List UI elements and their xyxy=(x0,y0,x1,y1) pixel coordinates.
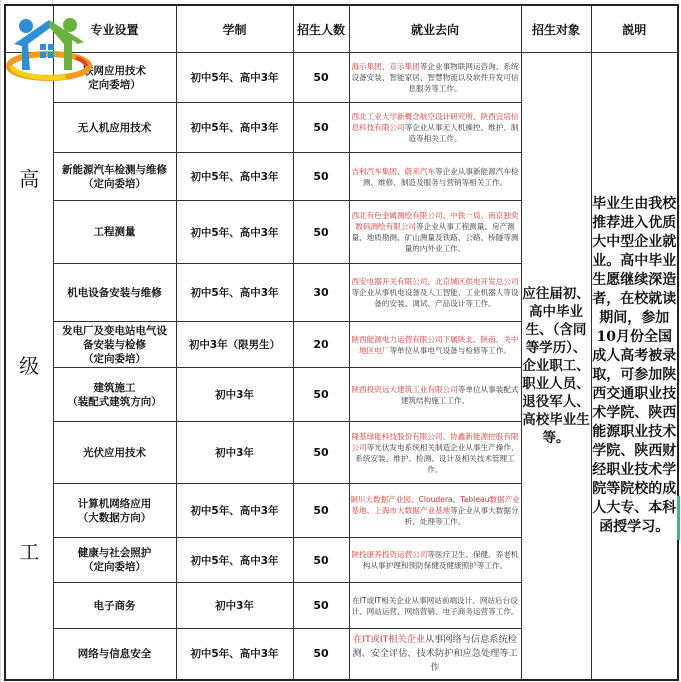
employment-cell xyxy=(349,484,521,538)
gridline xyxy=(0,0,1,682)
major-cell xyxy=(53,538,176,583)
employer-highlight: 陕西能源电力运营有限公司下属陕北、陕南、关中地区电厂 xyxy=(351,334,519,355)
enrollment-count-cell: 50 xyxy=(293,368,349,422)
employment-cell xyxy=(349,53,521,103)
enrollment-count-cell: 50 xyxy=(293,422,349,484)
major-line: （定向委培） xyxy=(83,177,146,190)
employment-description: 等企业从事机电设备及人工智能、工业机器人等设备的安装、调试、产品设计等工作。 xyxy=(351,288,519,308)
duration-cell: 初中3年 xyxy=(176,422,293,484)
duration-cell: 初中5年、高中3年 xyxy=(176,629,293,680)
duration-cell: 初中5年、高中3年 xyxy=(176,538,293,583)
employer-highlight: 海示集团、京示集团 xyxy=(351,62,420,71)
employment-cell xyxy=(349,583,521,629)
table-row xyxy=(5,53,678,103)
employment-description: 等企业从事大数据分析、处理等工作。 xyxy=(404,506,519,526)
employment-cell xyxy=(349,322,521,368)
enrollment-count-cell: 50 xyxy=(293,153,349,201)
major-cell xyxy=(53,629,176,680)
header-major: 专业设置 xyxy=(53,5,176,53)
major-line: （定向委培） xyxy=(83,561,146,573)
employment-cell xyxy=(349,153,521,201)
major-cell xyxy=(53,103,176,153)
employment-description: 等企业从事工程测量、房产测量、地质勘测、矿山测量及铁路、公路、桥隧等测量的内外业工作。 xyxy=(351,222,519,253)
major-line: 定向委培） xyxy=(88,78,141,91)
header-row xyxy=(5,5,678,53)
duration-cell: 初中3年（限男生） xyxy=(176,322,293,368)
enrollment-count-cell: 30 xyxy=(293,264,349,322)
enrollment-count-cell: 20 xyxy=(293,322,349,368)
employment-description: 从事网络与信息系统检测、安全评估、技术防护和应急处理等工作 xyxy=(352,633,518,673)
enrollment-count-cell: 50 xyxy=(293,201,349,264)
major-cell xyxy=(53,153,176,201)
major-line: 新能源汽车检测与维修 xyxy=(62,163,167,176)
major-line: 备安装与检修 xyxy=(83,338,146,351)
duration-cell: 初中5年、高中3年 xyxy=(176,53,293,103)
major-line: 计算机网络应用 xyxy=(77,497,152,510)
enrollment-table xyxy=(4,4,679,681)
major-line: 电子商务 xyxy=(93,599,136,612)
duration-cell: 初中5年、高中3年 xyxy=(176,264,293,322)
major-cell xyxy=(53,368,176,422)
employment-cell xyxy=(349,629,521,680)
major-cell xyxy=(53,422,176,484)
employer-highlight: 西北有色金属测绘有限公司、中铁一局、南京独奕数码测绘有限公司 xyxy=(351,211,519,231)
employment-description: 在IT或IT相关企业从事网站前端设计、网站后台设计、网站运营、网络营销、电子商务运营等工作。 xyxy=(351,595,519,616)
duration-cell: 初中5年、高中3年 xyxy=(176,153,293,201)
employment-description: 等医疗卫生、保健、养老机构从事护理和预防保健及健康照护等工作。 xyxy=(362,550,519,570)
major-line: 工程测量 xyxy=(93,226,136,238)
sheet-scroll-marker[interactable] xyxy=(677,496,680,540)
employment-description: 等企业事物联网运咨询、系统设备安装、智能家居、智慧物流以及软件开发可信息服务等工作。 xyxy=(351,62,519,93)
level-cell xyxy=(5,53,53,680)
target-cell: 应往届初、高中毕业生、（含同等学历）、企业职工、职业人员、退役军人、高校毕业生等。 xyxy=(521,53,591,680)
employment-cell xyxy=(349,538,521,583)
house-family-logo-icon xyxy=(6,14,92,84)
major-line: 联网应用技术 xyxy=(83,64,146,77)
employment-description: 等单位从事电气设备与检修等工作。 xyxy=(389,345,511,355)
major-line: （装配式建筑方向） xyxy=(67,395,162,408)
major-cell xyxy=(53,264,176,322)
employer-highlight: 陕投康养投资运营公司 xyxy=(351,550,428,559)
employment-cell xyxy=(349,201,521,264)
note-cell: 毕业生由我校推荐进入优质大中型企业就业。高中毕业生愿继续深造者，在校就读期间，参加10月份全国成人高考被录取，可参加陕西交通职业技术学院、陕西能源职业技术学院、陕西财经职业技术学院等院校的成人大专、本科函授学习。 xyxy=(591,53,678,680)
employment-cell xyxy=(349,264,521,322)
level-char: 工 xyxy=(19,540,40,565)
duration-cell: 初中5年、高中3年 xyxy=(176,103,293,153)
employment-description: 等单位从事装配式建筑结构施工工作。 xyxy=(400,384,519,405)
major-cell xyxy=(53,484,176,538)
employment-cell xyxy=(349,103,521,153)
enrollment-count-cell: 50 xyxy=(293,103,349,153)
header-employment: 就业去向 xyxy=(349,5,521,53)
employment-cell xyxy=(349,368,521,422)
duration-cell: 初中3年 xyxy=(176,583,293,629)
major-line: 健康与社会照护 xyxy=(77,547,152,559)
major-cell xyxy=(53,322,176,368)
major-line: 网络与信息安全 xyxy=(77,647,152,660)
enrollment-count-cell: 50 xyxy=(293,629,349,680)
employer-highlight: 陕西投资远大建筑工业有限公司 xyxy=(351,384,458,394)
employer-highlight: 隆基绿能科技股份有限公司、协鑫新能源控股有限公司 xyxy=(351,431,519,452)
major-line: 建筑施工 xyxy=(93,381,136,394)
enrollment-count-cell: 50 xyxy=(293,583,349,629)
header-duration: 学制 xyxy=(176,5,293,53)
header-enrollment: 招生人数 xyxy=(293,5,349,53)
enrollment-count-cell: 50 xyxy=(293,53,349,103)
duration-cell: 初中5年、高中3年 xyxy=(176,484,293,538)
major-line: 发电厂及变电站电气设 xyxy=(62,324,167,337)
employment-description: 等企业从事无人机操控、维护、制造等相关工作。 xyxy=(404,123,519,143)
employer-highlight: 西北工业大学新概念航空设计研究所、陕西宜培信息科技有限公司 xyxy=(351,112,519,132)
header-note: 説明 xyxy=(591,5,678,53)
duration-cell: 初中3年 xyxy=(176,368,293,422)
employment-description: 等企业从事新能源汽车检测、维修、制造及服务与营销等相关工作。 xyxy=(362,166,519,187)
enrollment-count-cell: 50 xyxy=(293,538,349,583)
major-line: 无人机应用技术 xyxy=(77,121,152,134)
major-line: （定向委培） xyxy=(83,352,146,365)
level-char: 级 xyxy=(19,353,40,378)
duration-cell: 初中5年、高中3年 xyxy=(176,201,293,264)
major-cell xyxy=(53,201,176,264)
employer-highlight: 西安电器开关有限公司、北京城区供电开发总公司 xyxy=(351,277,519,286)
enrollment-count-cell: 50 xyxy=(293,484,349,538)
employment-description: 等光伏发电系统相关制造企业从事生产操作、系统安装、维护、检测、设计及相关技术管理工作。 xyxy=(355,442,519,474)
major-line: 机电设备安装与维修 xyxy=(67,286,162,299)
major-line: 光伏应用技术 xyxy=(83,446,146,459)
major-cell xyxy=(53,583,176,629)
level-char: 高 xyxy=(19,167,40,192)
employment-cell xyxy=(349,422,521,484)
header-target: 招生对象 xyxy=(521,5,591,53)
employer-highlight: 铜川大数据产业园、Cloudera、Tableau数据产业基地、上海市大数据产业基地 xyxy=(350,495,520,515)
employer-highlight: 吉利汽车集团、蔚来汽车 xyxy=(351,166,435,176)
major-line: （大数据方向） xyxy=(77,511,152,524)
employer-highlight: 在IT或IT相关企业 xyxy=(353,633,425,645)
